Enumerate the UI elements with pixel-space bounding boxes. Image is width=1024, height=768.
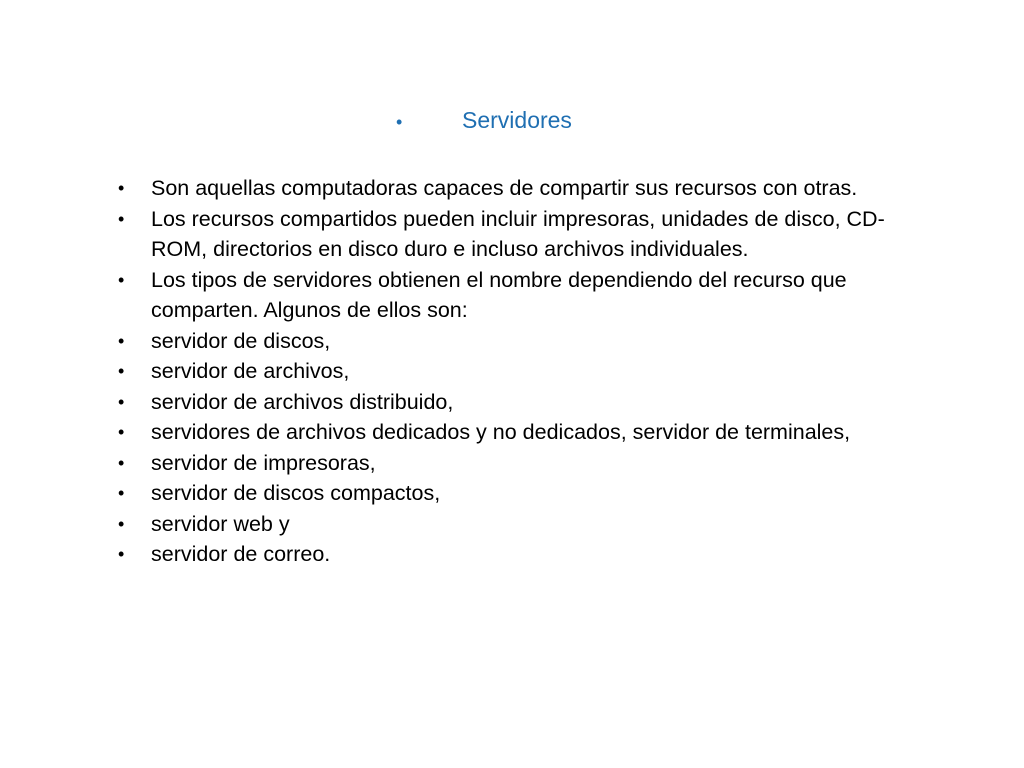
bullet-item [118,387,898,418]
bullet-item [118,326,898,357]
bullet-text: servidor web y [151,511,290,536]
bullet-text: Son aquellas computadoras capaces de compartir sus recursos con otras. [151,176,858,200]
bullet-item [118,417,898,448]
bullet-text: servidor de archivos distribuido, [151,389,454,414]
bullet-text: servidor de discos, [151,328,331,353]
slide-title-text: Servidores [462,107,572,133]
bullet-icon: • [118,483,125,503]
bullet-text: servidor de impresoras, [151,450,376,475]
bullet-text: servidores de archivos dedicados y no dedicados, servidor de terminales, [151,420,851,444]
bullet-item [118,478,898,509]
bullet-icon: • [118,178,125,198]
bullet-item [118,448,898,479]
bullet-icon: • [118,330,125,351]
bullet-list [118,173,898,570]
bullet-item [118,204,898,265]
bullet-item [118,539,898,570]
bullet-text: servidor de archivos, [151,359,350,383]
slide-title [396,104,572,138]
bullet-icon: • [118,513,125,534]
bullet-item [118,509,898,540]
bullet-icon: • [118,361,125,381]
bullet-text: servidor de discos compactos, [151,481,441,505]
bullet-text: Los recursos compartidos pueden incluir impresoras, unidades de disco, CD-ROM, directorios en disco duro e incluso archivos individuales. [151,206,885,261]
bullet-icon: • [118,544,125,564]
bullet-icon: • [118,269,125,290]
bullet-item [118,173,898,204]
bullet-icon: • [118,422,125,442]
title-bullet-icon: • [396,112,403,132]
bullet-text: servidor de correo. [151,542,331,566]
bullet-icon: • [118,452,125,473]
bullet-text: Los tipos de servidores obtienen el nombre dependiendo del recurso que comparten. Algunos de ellos son: [151,267,847,322]
bullet-item [118,265,898,326]
bullet-item [118,356,898,387]
bullet-icon: • [118,208,125,229]
bullet-icon: • [118,391,125,412]
